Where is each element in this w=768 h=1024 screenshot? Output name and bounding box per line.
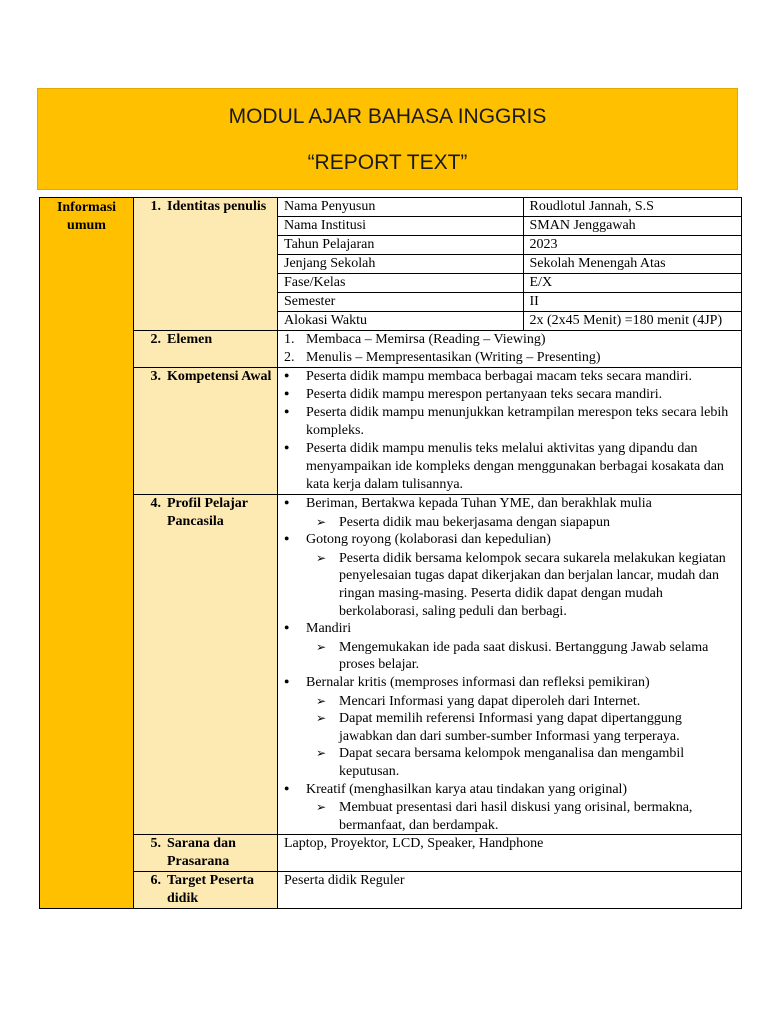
identity-row	[278, 312, 741, 331]
info-label: Informasi umum	[56, 200, 117, 233]
identity-key: Nama Institusi	[278, 217, 523, 236]
profil-subtext: Dapat secara bersama kelompok menganalisa dan mengambil keputusan.	[339, 746, 685, 779]
profil-item	[284, 531, 737, 550]
identity-value: Roudlotul Jannah, S.S	[523, 198, 741, 217]
profil-subitem	[284, 799, 737, 834]
elemen-number: 1.	[284, 332, 295, 347]
kompetensi-item	[284, 386, 737, 404]
identity-key: Fase/Kelas	[278, 274, 523, 293]
elemen-number: 2.	[284, 350, 295, 365]
profil-subitem	[284, 745, 737, 780]
profil-subtext: Mengemukakan ide pada saat diskusi. Bertanggung Jawab selama proses belajar.	[339, 639, 709, 673]
bullet-icon	[284, 674, 306, 693]
identity-key: Semester	[278, 293, 523, 312]
profil-subtext: Dapat memilih referensi Informasi yang dapat dipertanggung jawabkan dan dari sumber-sumber Informasi yang terperaya.	[339, 711, 682, 744]
profil-item	[284, 495, 737, 514]
title-banner	[37, 88, 738, 190]
profil-text: Beriman, Bertakwa kepada Tuhan YME, dan berakhlak mulia	[306, 496, 652, 511]
identity-cell	[278, 198, 742, 331]
section-label-cell	[134, 872, 278, 909]
profil-subtext: Mencari Informasi yang dapat diperoleh dari Internet.	[339, 693, 641, 709]
section-label: Sarana dan Prasarana	[167, 836, 236, 870]
section-label-cell	[134, 368, 278, 495]
identity-value: SMAN Jenggawah	[523, 217, 741, 236]
profil-list	[284, 495, 737, 834]
identity-key: Tahun Pelajaran	[278, 236, 523, 255]
section-number: 5.	[150, 836, 161, 852]
profil-subitem	[284, 710, 737, 745]
elemen-list	[284, 331, 737, 367]
profil-item	[284, 781, 737, 800]
identity-row	[278, 198, 741, 217]
identity-value: II	[523, 293, 741, 312]
elemen-cell	[278, 331, 742, 368]
arrow-bullet-icon: ➢	[316, 514, 327, 529]
section-label: Elemen	[167, 332, 213, 347]
bullet-icon	[284, 404, 306, 440]
elemen-item	[284, 331, 737, 349]
section-number: 6.	[150, 873, 161, 889]
arrow-bullet-icon: ➢	[316, 711, 327, 726]
section-label: Kompetensi Awal	[167, 369, 272, 384]
profil-subtext: Peserta didik bersama kelompok secara sukarela melakukan kegiatan penyelesaian tugas dapat dikerjakan dan berjalan lancar, mudah dan ringan masing-masing. Peserta didik dapat dengan mudah berkolaborasi, saling peduli dan berbagi.	[339, 550, 726, 619]
elemen-text: Membaca – Memirsa (Reading – Viewing)	[306, 332, 546, 347]
module-info-table	[39, 197, 742, 909]
arrow-bullet-icon: ➢	[316, 800, 327, 815]
identity-value: 2023	[523, 236, 741, 255]
identity-value: E/X	[523, 274, 741, 293]
sarana-cell	[278, 835, 742, 872]
profil-item	[284, 620, 737, 639]
kompetensi-text: Peserta didik mampu menulis teks melalui aktivitas yang dipandu dan menyampaikan ide kompleks dengan menggunakan berbagai kosakata dan kata kerja dalam tulisannya.	[306, 441, 724, 492]
kompetensi-list	[284, 368, 737, 494]
identity-key: Alokasi Waktu	[278, 312, 523, 331]
bullet-icon	[284, 386, 306, 404]
section-label: Profil Pelajar Pancasila	[167, 496, 248, 529]
identity-key: Jenjang Sekolah	[278, 255, 523, 274]
profil-cell	[278, 495, 742, 835]
profil-text: Bernalar kritis (memproses informasi dan refleksi pemikiran)	[306, 674, 650, 690]
arrow-bullet-icon: ➢	[316, 639, 327, 654]
info-label-cell	[40, 198, 134, 909]
section-label-cell	[134, 495, 278, 835]
section-number: 3.	[150, 369, 161, 384]
profil-subitem	[284, 693, 737, 711]
section-number: 1.	[150, 199, 161, 214]
kompetensi-cell	[278, 368, 742, 495]
kompetensi-item	[284, 440, 737, 494]
kompetensi-item	[284, 404, 737, 440]
kompetensi-text: Peserta didik mampu merespon pertanyaan teks secara mandiri.	[306, 387, 663, 402]
elemen-text: Menulis – Mempresentasikan (Writing – Presenting)	[306, 350, 601, 365]
profil-subtext: Membuat presentasi dari hasil diskusi yang orisinal, bermakna, bermanfaat, dan berdampak.	[339, 800, 693, 833]
section-label: Target Peserta didik	[167, 873, 254, 907]
profil-subtext: Peserta didik mau bekerjasama dengan siapapun	[339, 514, 610, 530]
section-label: Identitas penulis	[167, 199, 267, 214]
section-number: 4.	[150, 496, 161, 511]
identity-value: Sekolah Menengah Atas	[523, 255, 741, 274]
document-title: MODUL AJAR BAHASA INGGRIS	[228, 105, 547, 128]
identity-row	[278, 236, 741, 255]
elemen-item	[284, 349, 737, 367]
arrow-bullet-icon: ➢	[316, 693, 327, 708]
identity-value: 2x (2x45 Menit) =180 menit (4JP)	[523, 312, 741, 331]
section-number: 2.	[150, 332, 161, 347]
profil-text: Kreatif (menghasilkan karya atau tindakan yang original)	[306, 781, 628, 797]
target-cell	[278, 872, 742, 909]
bullet-icon	[284, 620, 306, 639]
kompetensi-item	[284, 368, 737, 386]
bullet-icon	[284, 531, 306, 550]
identity-row	[278, 293, 741, 312]
profil-text: Gotong royong (kolaborasi dan kepedulian)	[306, 532, 551, 548]
section-label-cell	[134, 331, 278, 368]
document-subtitle: “REPORT TEXT”	[307, 151, 468, 174]
arrow-bullet-icon: ➢	[316, 550, 327, 565]
identity-row	[278, 274, 741, 293]
bullet-icon	[284, 368, 306, 386]
profil-text: Mandiri	[306, 621, 352, 637]
bullet-icon	[284, 781, 306, 800]
identity-row	[278, 255, 741, 274]
profil-subitem	[284, 514, 737, 532]
profil-subitem	[284, 550, 737, 620]
identity-key: Nama Penyusun	[278, 198, 523, 217]
arrow-bullet-icon: ➢	[316, 746, 327, 761]
target-text: Peserta didik Reguler	[284, 873, 405, 889]
kompetensi-text: Peserta didik mampu membaca berbagai macam teks secara mandiri.	[306, 369, 693, 384]
sarana-text: Laptop, Proyektor, LCD, Speaker, Handphone	[284, 836, 544, 852]
identity-row	[278, 217, 741, 236]
profil-subitem	[284, 639, 737, 674]
section-label-cell	[134, 198, 278, 331]
bullet-icon	[284, 495, 306, 514]
section-label-cell	[134, 835, 278, 872]
profil-item	[284, 674, 737, 693]
bullet-icon	[284, 440, 306, 494]
identity-table	[278, 198, 741, 330]
kompetensi-text: Peserta didik mampu menunjukkan ketrampilan merespon teks secara lebih kompleks.	[306, 405, 729, 438]
